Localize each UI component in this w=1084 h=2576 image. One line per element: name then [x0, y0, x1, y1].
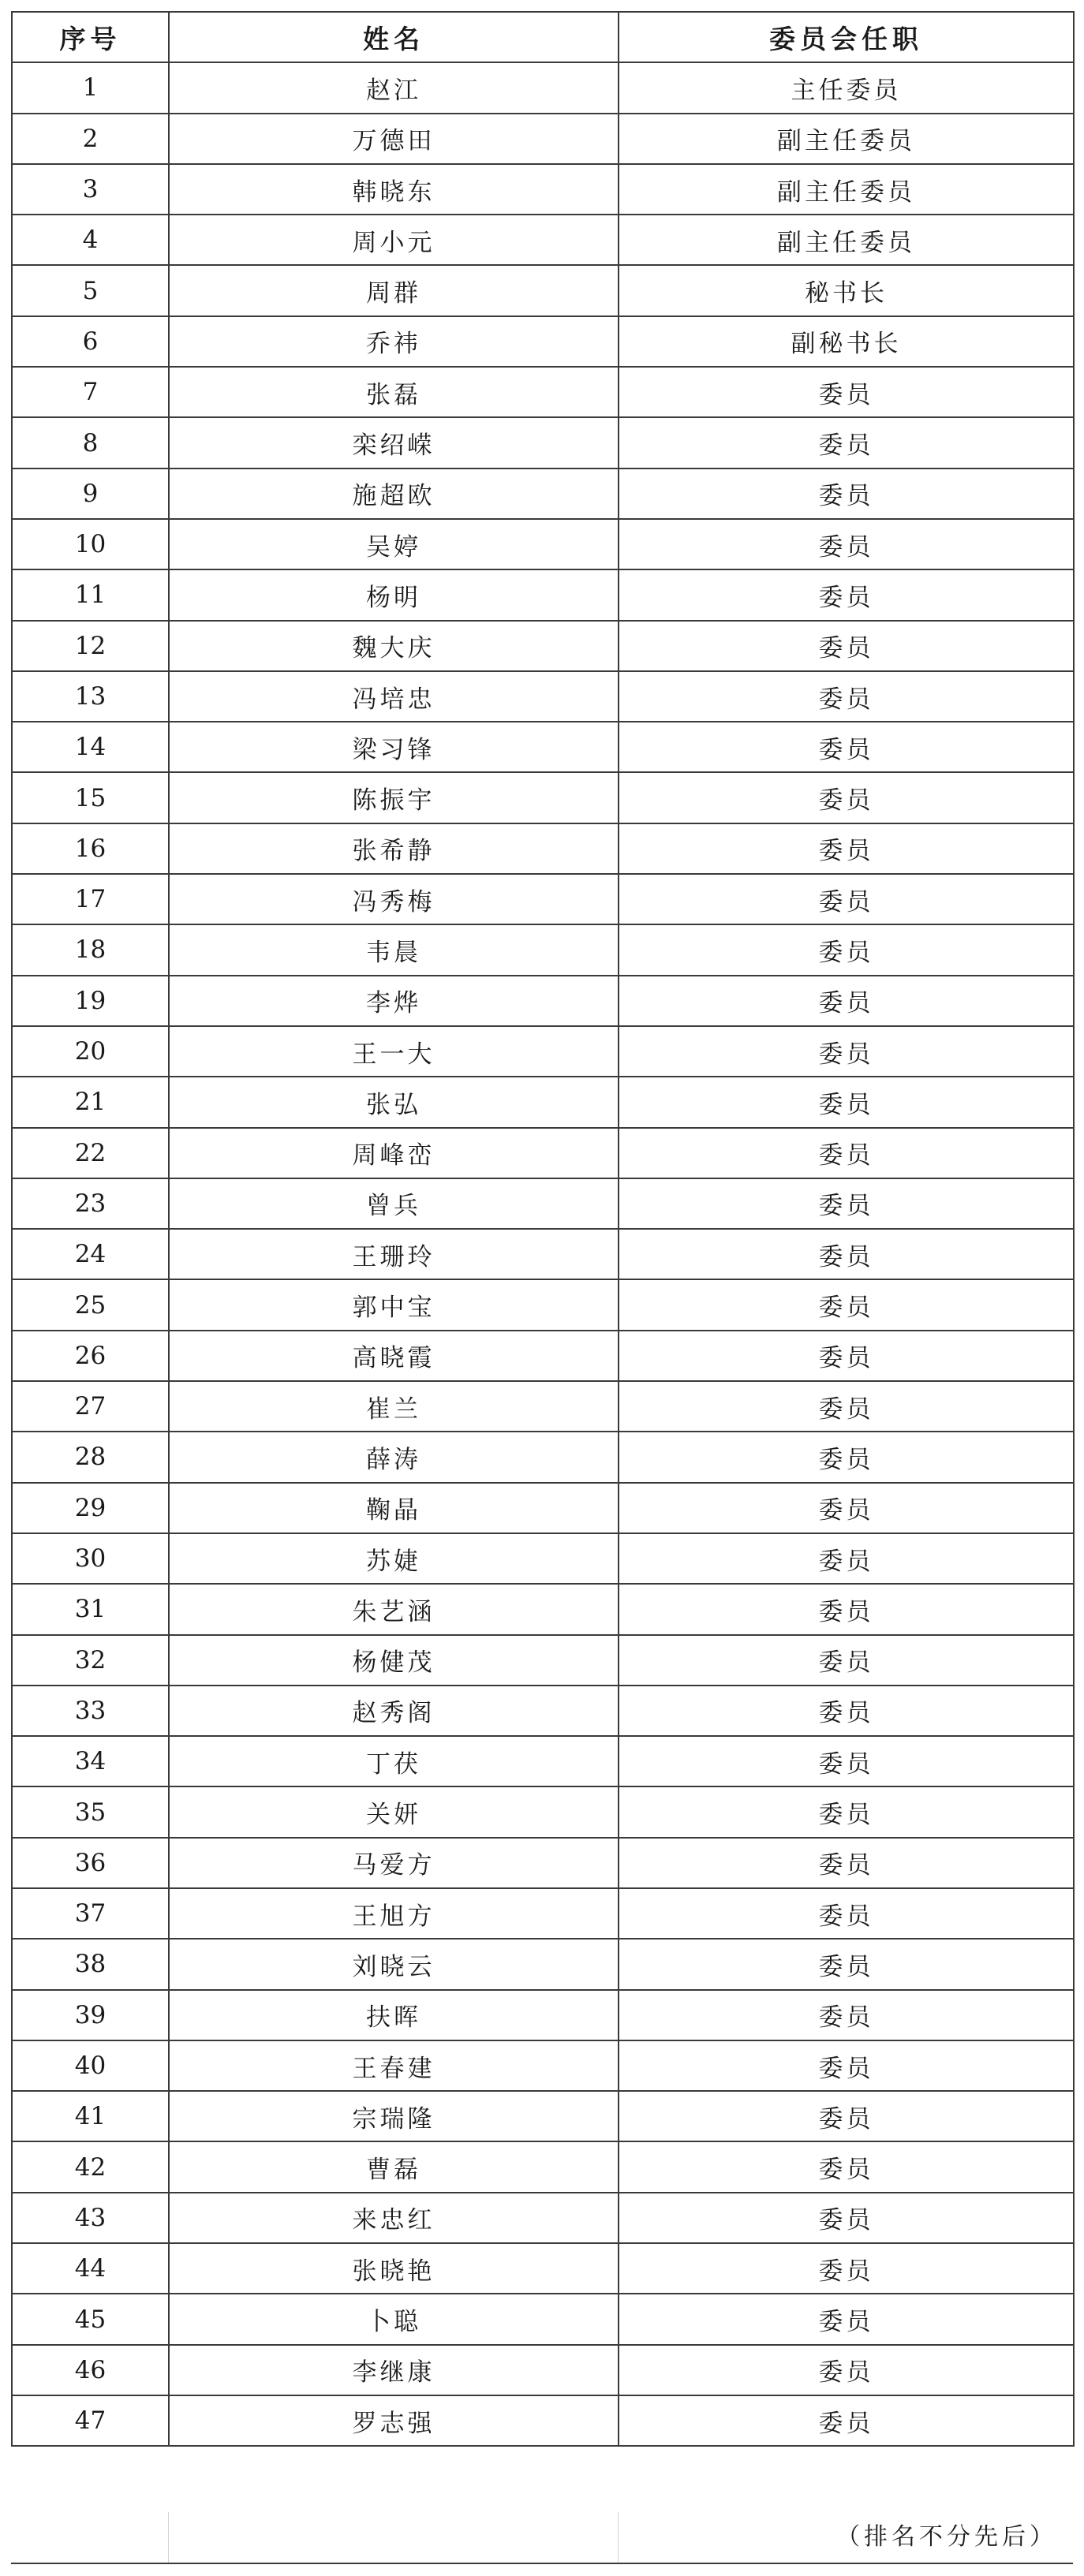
row-index-cell: 37	[12, 1888, 169, 1939]
table-row	[12, 367, 1074, 417]
member-name-cell: 周小元	[169, 215, 619, 265]
member-name-cell: 张磊	[169, 367, 619, 417]
row-index-cell: 42	[12, 2141, 169, 2192]
member-name-cell: 韩晓东	[169, 164, 619, 215]
table-row	[12, 772, 1074, 823]
member-name-cell: 李继康	[169, 2345, 619, 2395]
table-row	[12, 1026, 1074, 1077]
row-index-cell: 25	[12, 1279, 169, 1330]
table-row	[12, 1279, 1074, 1330]
member-name-cell: 周群	[169, 265, 619, 315]
member-name-cell: 王旭方	[169, 1888, 619, 1939]
member-name-cell: 朱艺涵	[169, 1584, 619, 1634]
table-row	[12, 1838, 1074, 1888]
row-index-cell: 23	[12, 1178, 169, 1229]
row-index-cell: 11	[12, 569, 169, 620]
table-row	[12, 924, 1074, 975]
row-index-cell: 18	[12, 924, 169, 975]
table-row	[12, 2345, 1074, 2395]
committee-role-cell: 委员	[619, 1584, 1074, 1634]
member-name-cell: 王一大	[169, 1026, 619, 1077]
committee-role-cell: 委员	[619, 1736, 1074, 1786]
member-name-cell: 王春建	[169, 2040, 619, 2091]
committee-role-cell: 委员	[619, 1635, 1074, 1686]
row-index-cell: 22	[12, 1128, 169, 1178]
row-index-cell: 4	[12, 215, 169, 265]
committee-role-cell: 委员	[619, 417, 1074, 468]
row-index-cell: 36	[12, 1838, 169, 1888]
row-index-cell: 31	[12, 1584, 169, 1634]
row-index-cell: 28	[12, 1432, 169, 1482]
member-name-cell: 吴婷	[169, 519, 619, 569]
member-name-cell: 赵秀阁	[169, 1686, 619, 1736]
table-row	[12, 164, 1074, 215]
committee-role-cell: 委员	[619, 1229, 1074, 1279]
committee-role-cell: 委员	[619, 823, 1074, 874]
table-row	[12, 1990, 1074, 2040]
committee-role-cell: 委员	[619, 1026, 1074, 1077]
table-row	[12, 621, 1074, 671]
table-row	[12, 2193, 1074, 2243]
committee-role-cell: 委员	[619, 569, 1074, 620]
table-row	[12, 2294, 1074, 2344]
row-index-cell: 40	[12, 2040, 169, 2091]
table-row	[12, 62, 1074, 113]
member-name-cell: 李烨	[169, 976, 619, 1026]
row-index-cell: 26	[12, 1331, 169, 1381]
member-name-cell: 魏大庆	[169, 621, 619, 671]
table-row	[12, 2243, 1074, 2294]
committee-role-cell: 委员	[619, 2193, 1074, 2243]
table-row	[12, 316, 1074, 367]
committee-role-cell: 委员	[619, 1381, 1074, 1432]
committee-role-cell: 委员	[619, 722, 1074, 772]
committee-role-cell: 主任委员	[619, 62, 1074, 113]
member-name-cell: 杨明	[169, 569, 619, 620]
table-row	[12, 1128, 1074, 1178]
member-name-cell: 张晓艳	[169, 2243, 619, 2294]
row-index-cell: 38	[12, 1939, 169, 1989]
row-index-cell: 6	[12, 316, 169, 367]
row-index-cell: 13	[12, 671, 169, 722]
table-row	[12, 1888, 1074, 1939]
row-index-cell: 17	[12, 874, 169, 924]
committee-role-cell: 委员	[619, 1838, 1074, 1888]
row-index-cell: 32	[12, 1635, 169, 1686]
member-name-cell: 宗瑞隆	[169, 2091, 619, 2141]
row-index-cell: 20	[12, 1026, 169, 1077]
committee-role-cell: 委员	[619, 874, 1074, 924]
table-body	[12, 62, 1074, 2446]
row-index-cell: 15	[12, 772, 169, 823]
committee-role-cell: 委员	[619, 2345, 1074, 2395]
table-row	[12, 2395, 1074, 2446]
committee-roster-table	[11, 11, 1075, 2447]
member-name-cell: 冯培忠	[169, 671, 619, 722]
member-name-cell: 冯秀梅	[169, 874, 619, 924]
member-name-cell: 丁茯	[169, 1736, 619, 1786]
committee-role-cell: 委员	[619, 1432, 1074, 1482]
member-name-cell: 来忠红	[169, 2193, 619, 2243]
committee-role-cell: 委员	[619, 469, 1074, 519]
member-name-cell: 栾绍嵘	[169, 417, 619, 468]
ranking-footnote: （排名不分先后）	[836, 2523, 1057, 2551]
committee-role-cell: 委员	[619, 1533, 1074, 1584]
table-row	[12, 1229, 1074, 1279]
committee-role-cell: 委员	[619, 976, 1074, 1026]
table-row	[12, 2091, 1074, 2141]
row-index-cell: 10	[12, 519, 169, 569]
member-name-cell: 周峰峦	[169, 1128, 619, 1178]
row-index-cell: 12	[12, 621, 169, 671]
header-index: 序号	[12, 12, 169, 62]
committee-role-cell: 委员	[619, 1483, 1074, 1533]
header-role: 委员会任职	[619, 12, 1074, 62]
member-name-cell: 关妍	[169, 1786, 619, 1837]
table-row	[12, 2040, 1074, 2091]
committee-role-cell: 委员	[619, 1686, 1074, 1736]
committee-role-cell: 委员	[619, 772, 1074, 823]
row-index-cell: 21	[12, 1077, 169, 1127]
table-row	[12, 265, 1074, 315]
row-index-cell: 43	[12, 2193, 169, 2243]
row-index-cell: 29	[12, 1483, 169, 1533]
row-index-cell: 46	[12, 2345, 169, 2395]
row-index-cell: 2	[12, 114, 169, 164]
row-index-cell: 19	[12, 976, 169, 1026]
member-name-cell: 赵江	[169, 62, 619, 113]
member-name-cell: 张希静	[169, 823, 619, 874]
member-name-cell: 曾兵	[169, 1178, 619, 1229]
committee-role-cell: 副主任委员	[619, 164, 1074, 215]
member-name-cell: 郭中宝	[169, 1279, 619, 1330]
member-name-cell: 张弘	[169, 1077, 619, 1127]
table-row	[12, 1381, 1074, 1432]
table-row	[12, 519, 1074, 569]
table-row	[12, 823, 1074, 874]
member-name-cell: 鞠晶	[169, 1483, 619, 1533]
row-index-cell: 24	[12, 1229, 169, 1279]
row-index-cell: 7	[12, 367, 169, 417]
row-index-cell: 9	[12, 469, 169, 519]
member-name-cell: 万德田	[169, 114, 619, 164]
row-index-cell: 27	[12, 1381, 169, 1432]
member-name-cell: 王珊玲	[169, 1229, 619, 1279]
row-index-cell: 33	[12, 1686, 169, 1736]
committee-role-cell: 委员	[619, 1077, 1074, 1127]
header-name: 姓名	[169, 12, 619, 62]
member-name-cell: 高晓霞	[169, 1331, 619, 1381]
committee-role-cell: 委员	[619, 1786, 1074, 1837]
member-name-cell: 崔兰	[169, 1381, 619, 1432]
table-row	[12, 417, 1074, 468]
row-index-cell: 30	[12, 1533, 169, 1584]
committee-role-cell: 委员	[619, 924, 1074, 975]
member-name-cell: 薛涛	[169, 1432, 619, 1482]
table-row	[12, 2141, 1074, 2192]
committee-role-cell: 委员	[619, 1128, 1074, 1178]
committee-role-cell: 委员	[619, 2091, 1074, 2141]
member-name-cell: 梁习锋	[169, 722, 619, 772]
committee-role-cell: 副秘书长	[619, 316, 1074, 367]
table-row	[12, 671, 1074, 722]
table-header-row	[12, 12, 1074, 62]
table-row	[12, 1432, 1074, 1482]
row-index-cell: 45	[12, 2294, 169, 2344]
row-index-cell: 5	[12, 265, 169, 315]
table-row	[12, 1077, 1074, 1127]
member-name-cell: 曹磊	[169, 2141, 619, 2192]
table-row	[12, 722, 1074, 772]
row-index-cell: 47	[12, 2395, 169, 2446]
row-index-cell: 1	[12, 62, 169, 113]
table-row	[12, 114, 1074, 164]
row-index-cell: 35	[12, 1786, 169, 1837]
footnote-row	[11, 2512, 1073, 2564]
committee-role-cell: 副主任委员	[619, 215, 1074, 265]
table-row	[12, 1686, 1074, 1736]
committee-role-cell: 委员	[619, 1331, 1074, 1381]
member-name-cell: 陈振宇	[169, 772, 619, 823]
committee-role-cell: 委员	[619, 2294, 1074, 2344]
member-name-cell: 苏婕	[169, 1533, 619, 1584]
table-row	[12, 1939, 1074, 1989]
row-index-cell: 41	[12, 2091, 169, 2141]
committee-role-cell: 委员	[619, 2395, 1074, 2446]
committee-role-cell: 委员	[619, 2243, 1074, 2294]
committee-role-cell: 委员	[619, 621, 1074, 671]
table-row	[12, 215, 1074, 265]
committee-role-cell: 委员	[619, 671, 1074, 722]
committee-role-cell: 委员	[619, 1939, 1074, 1989]
row-index-cell: 16	[12, 823, 169, 874]
member-name-cell: 杨健茂	[169, 1635, 619, 1686]
member-name-cell: 韦晨	[169, 924, 619, 975]
row-index-cell: 8	[12, 417, 169, 468]
member-name-cell: 罗志强	[169, 2395, 619, 2446]
table-row	[12, 569, 1074, 620]
committee-role-cell: 委员	[619, 519, 1074, 569]
member-name-cell: 乔祎	[169, 316, 619, 367]
member-name-cell: 刘晓云	[169, 1939, 619, 1989]
table-row	[12, 874, 1074, 924]
row-index-cell: 14	[12, 722, 169, 772]
member-name-cell: 卜聪	[169, 2294, 619, 2344]
member-name-cell: 扶晖	[169, 1990, 619, 2040]
row-index-cell: 44	[12, 2243, 169, 2294]
table-row	[12, 1533, 1074, 1584]
committee-role-cell: 委员	[619, 1178, 1074, 1229]
committee-role-cell: 委员	[619, 2040, 1074, 2091]
member-name-cell: 施超欧	[169, 469, 619, 519]
table-row	[12, 1584, 1074, 1634]
table-row	[12, 1331, 1074, 1381]
row-index-cell: 39	[12, 1990, 169, 2040]
table-row	[12, 1786, 1074, 1837]
table-row	[12, 1736, 1074, 1786]
committee-role-cell: 委员	[619, 1990, 1074, 2040]
table-row	[12, 976, 1074, 1026]
table-row	[12, 1178, 1074, 1229]
committee-role-cell: 委员	[619, 2141, 1074, 2192]
committee-role-cell: 委员	[619, 367, 1074, 417]
row-index-cell: 3	[12, 164, 169, 215]
table-row	[12, 1635, 1074, 1686]
table-row	[12, 1483, 1074, 1533]
committee-role-cell: 秘书长	[619, 265, 1074, 315]
row-index-cell: 34	[12, 1736, 169, 1786]
committee-role-cell: 委员	[619, 1888, 1074, 1939]
committee-role-cell: 副主任委员	[619, 114, 1074, 164]
member-name-cell: 马爱方	[169, 1838, 619, 1888]
table-row	[12, 469, 1074, 519]
faint-column-divider	[618, 2512, 619, 2563]
committee-role-cell: 委员	[619, 1279, 1074, 1330]
faint-column-divider	[168, 2512, 169, 2563]
